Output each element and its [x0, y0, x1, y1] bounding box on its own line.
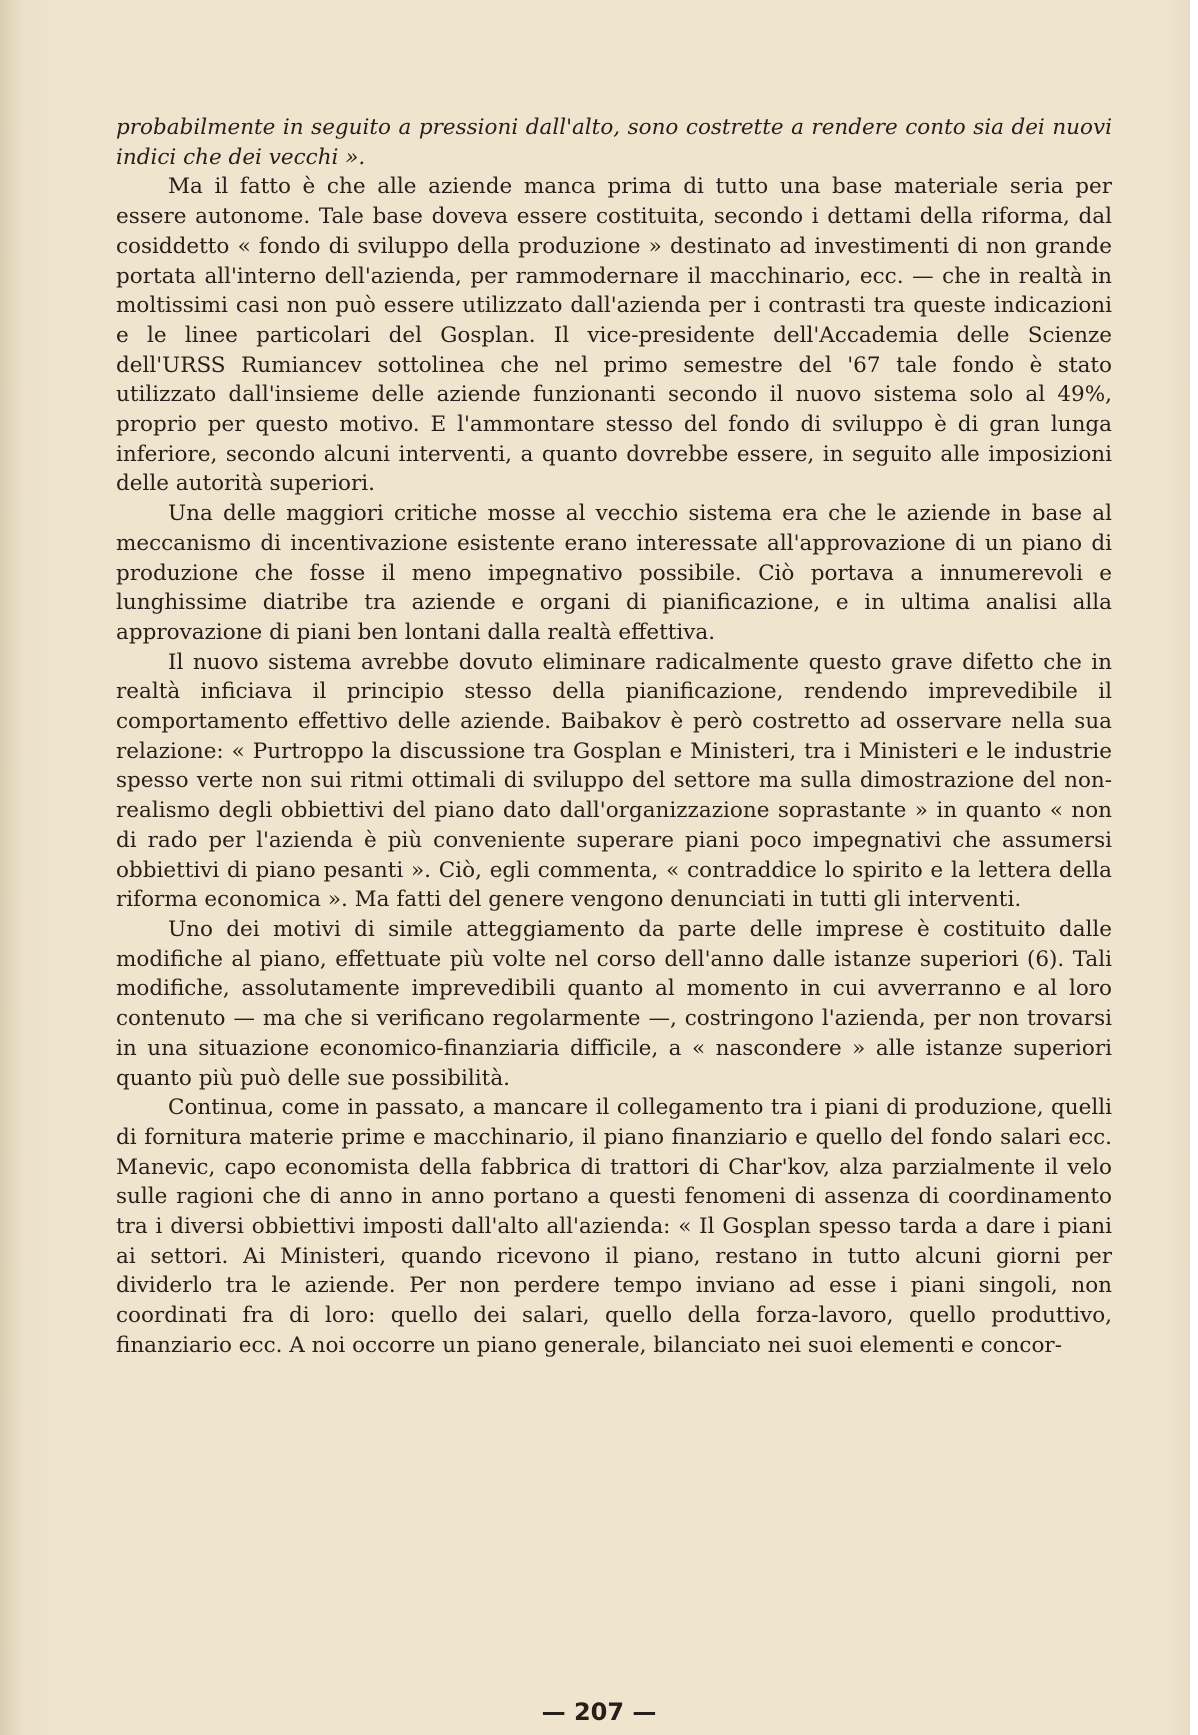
paragraph: Uno dei motivi di simile atteggiamento da parte delle imprese è costituito dalle modifiche al piano, effettuate più volte nel corso dell'anno dalle istanze superiori (6). Tali modifiche, assolutamente imprevedibili quanto al momento in cui avverranno e al loro contenuto — ma che si verificano regolarmente —, costringono l'azienda, per non trovarsi in una situazione economico-finanziaria difficile, a « nascondere » alle istanze superiori quanto più può delle sue possibilità.: [116, 916, 1112, 1091]
body-text: [116, 113, 1112, 1361]
paragraph: Il nuovo sistema avrebbe dovuto eliminare radicalmente questo grave difetto che in realtà inficiava il principio stesso della pianificazione, rendendo imprevedibile il comportamento effettivo delle aziende. Baibakov è però costretto ad osservare nella sua relazione: « Purtroppo la discussione tra Gosplan e Ministeri, tra i Ministeri e le industrie spesso verte non sui ritmi ottimali di sviluppo del settore ma sulla dimostrazione del non-realismo degli obbiettivi del piano dato dall'organizzazione soprastante » in quanto « non di rado per l'azienda è più conveniente superare piani poco impegnativi che assumersi obbiettivi di piano pesanti ». Ciò, egli commenta, « contraddice lo spirito e la lettera della riforma economica ». Ma fatti del genere vengono denunciati in tutti gli interventi.: [116, 649, 1112, 913]
page-number: — 207 —: [541, 1698, 657, 1726]
paragraph: Una delle maggiori critiche mosse al vecchio sistema era che le aziende in base al meccanismo di incentivazione esistente erano interessate all'approvazione di un piano di produzione che fosse il meno impegnativo possibile. Ciò portava a innumerevoli e lunghissime diatribe tra aziende e organi di pianificazione, e in ultima analisi alla approvazione di piani ben lontani dalla realtà effettiva.: [116, 501, 1112, 645]
paragraph-continued-quote: probabilmente in seguito a pressioni dall'alto, sono costrette a rendere conto sia dei nuovi indici che dei vecchi ».: [116, 115, 1112, 170]
paragraph: Continua, come in passato, a mancare il collegamento tra i piani di produzione, quelli di fornitura materie prime e macchinario, il piano finanziario e quello del fondo salari ecc. Manevic, capo economista della fabbrica di trattori di Char'kov, alza parzialmente il velo sulle ragioni che di anno in anno portano a questi fenomeni di assenza di coordinamento tra i diversi obbiettivi imposti dall'alto all'azienda: « Il Gosplan spesso tarda a dare i piani ai settori. Ai Ministeri, quando ricevono il piano, restano in tutto alcuni giorni per dividerlo tra le aziende. Per non perdere tempo inviano ad esse i piani singoli, non coordinati fra di loro: quello dei salari, quello della forza-lavoro, quello produttivo, finanziario ecc. A noi occorre un piano generale, bilanciato nei suoi elementi e concor-: [116, 1095, 1112, 1358]
page-edge: [1190, 0, 1198, 1735]
paragraph: Ma il fatto è che alle aziende manca prima di tutto una base materiale seria per essere autonome. Tale base doveva essere costituita, secondo i dettami della riforma, dal cosiddetto « fondo di sviluppo della produzione » destinato ad investimenti di non grande portata all'interno dell'azienda, per rammodernare il macchinario, ecc. — che in realtà in moltissimi casi non può essere utilizzato dall'azienda per i contrasti tra queste indicazioni e le linee particolari del Gosplan. Il vice-presidente dell'Accademia delle Scienze dell'URSS Rumiancev sottolinea che nel primo semestre del '67 tale fondo è stato utilizzato dall'insieme delle aziende funzionanti secondo il nuovo sistema solo al 49%, proprio per questo motivo. E l'ammontare stesso del fondo di sviluppo è di gran lunga inferiore, secondo alcuni interventi, a quanto dovrebbe essere, in seguito alle imposizioni delle autorità superiori.: [116, 174, 1112, 497]
